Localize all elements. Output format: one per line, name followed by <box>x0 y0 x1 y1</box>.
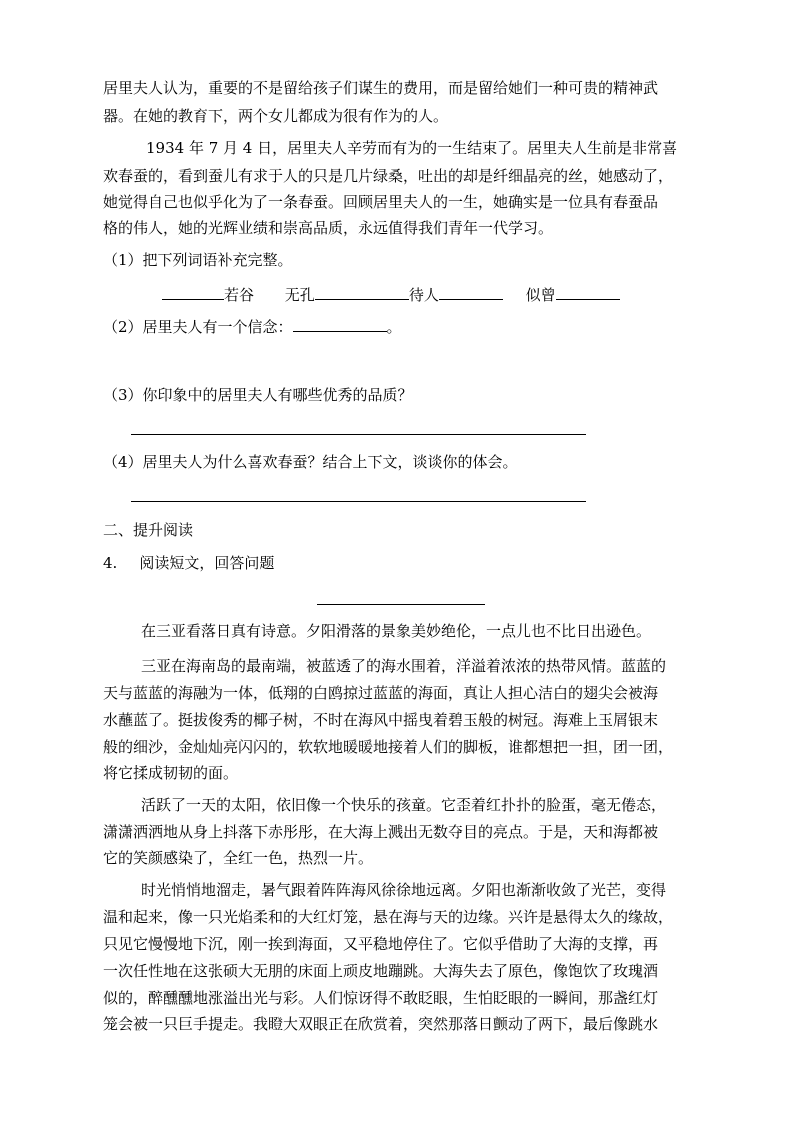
paragraph-line: 居里夫人认为，重要的不是留给孩子们谋生的费用，而是留给她们一种可贵的精神武 <box>103 79 659 97</box>
word-1: 若谷 <box>224 286 255 304</box>
question-4-prompt <box>103 553 274 573</box>
paragraph-line: 它的笑颜感染了，全红一色，热烈一片。 <box>103 849 374 867</box>
paragraph-line: 时光悄悄地溜走，暑气跟着阵阵海风徐徐地远离。夕阳也渐渐收敛了光芒，变得 <box>141 881 667 899</box>
answer-blank[interactable] <box>293 316 387 332</box>
answer-line[interactable] <box>131 434 586 435</box>
paragraph-line: 将它揉成韧韧的面。 <box>103 764 239 782</box>
question-number: 4. <box>103 554 118 572</box>
paragraph-line: 潇潇洒洒地从身上抖落下赤彤彤，在大海上溅出无数夺目的亮点。于是，天和海都被 <box>103 823 659 841</box>
paragraph-line: 活跃了一天的太阳，依旧像一个快乐的孩童。它歪着红扑扑的脸蛋，毫无倦态， <box>141 796 667 814</box>
answer-blank[interactable] <box>556 284 620 300</box>
word-2: 无孔 <box>284 286 315 304</box>
question-4: （4）居里夫人为什么喜欢春蚕？结合上下文，谈谈你的体会。 <box>103 453 518 471</box>
answer-blank[interactable] <box>315 284 409 300</box>
paragraph-line: 她觉得自己也似乎化为了一条春蚕。回顾居里夫人的一生，她确实是一位具有春蚕品 <box>103 193 659 211</box>
paragraph-line: 1934 年 7 月 4 日，居里夫人辛劳而有为的一生结束了。居里夫人生前是非常喜 <box>146 139 678 157</box>
paragraph-line: 温和起来，像一只光焰柔和的大红灯笼，悬在海与天的边缘。兴许是悬得太久的缘故， <box>103 908 674 926</box>
paragraph-line: 水蘸蓝了。挺拔俊秀的椰子树，不时在海风中摇曳着碧玉般的树冠。海难上玉屑银末 <box>103 711 659 729</box>
word-3: 待人 <box>408 286 439 304</box>
paragraph-line: 器。在她的教育下，两个女儿都成为很有作为的人。 <box>103 107 449 125</box>
question-3: （3）你印象中的居里夫人有哪些优秀的品质？ <box>103 386 413 404</box>
paragraph-line: 只见它慢慢地下沉，刚一挨到海面，又平稳地停住了。它似乎借助了大海的支撑，再 <box>103 935 659 953</box>
paragraph-line: 欢春蚕的，看到蚕儿有求于人的只是几片绿桑，吐出的却是纤细晶亮的丝，她感动了， <box>103 167 674 185</box>
answer-line[interactable] <box>131 501 586 502</box>
paragraph-line: 格的伟人，她的光辉业绩和崇高品质，永远值得我们青年一代学习。 <box>103 219 554 237</box>
answer-blank[interactable] <box>162 284 224 300</box>
paragraph-line: 在三亚看落日真有诗意。夕阳滑落的景象美妙绝伦，一点儿也不比日出逊色。 <box>141 622 652 640</box>
section-heading: 二、提升阅读 <box>103 521 194 539</box>
paragraph-line: 天与蓝蓝的海融为一体，低翔的白鸥掠过蓝蓝的海面，真让人担心洁白的翅尖会被海 <box>103 684 659 702</box>
paragraph-line: 三亚在海南岛的最南端，被蓝透了的海水围着，洋溢着浓浓的热带风情。蓝蓝的 <box>141 657 667 675</box>
question-1: （1）把下列词语补充完整。 <box>103 251 293 269</box>
paragraph-line: 似的，醉醺醺地涨溢出光与彩。人们惊讶得不敢眨眼，生怕眨眼的一瞬间，那盏红灯 <box>103 989 659 1007</box>
question-4-instruction: 阅读短文，回答问题 <box>139 554 275 572</box>
paragraph-line: 一次任性地在这张硕大无朋的床面上顽皮地蹦跳。大海失去了原色，像饱饮了玫瑰酒 <box>103 962 659 980</box>
question-2 <box>103 316 402 337</box>
question-2-suffix: 。 <box>386 318 402 336</box>
paragraph-line: 般的细沙，金灿灿亮闪闪的，软软地暖暖地接着人们的脚板，谁都想把一担，团一团， <box>103 738 674 756</box>
title-blank[interactable] <box>317 604 485 605</box>
word-4: 似曾 <box>525 286 556 304</box>
word-fill-row <box>162 284 620 305</box>
paragraph-line: 笼会被一只巨手提走。我瞪大双眼正在欣赏着，突然那落日颤动了两下，最后像跳水 <box>103 1015 659 1033</box>
answer-blank[interactable] <box>439 284 503 300</box>
question-2-text: （2）居里夫人有一个信念： <box>103 318 293 336</box>
